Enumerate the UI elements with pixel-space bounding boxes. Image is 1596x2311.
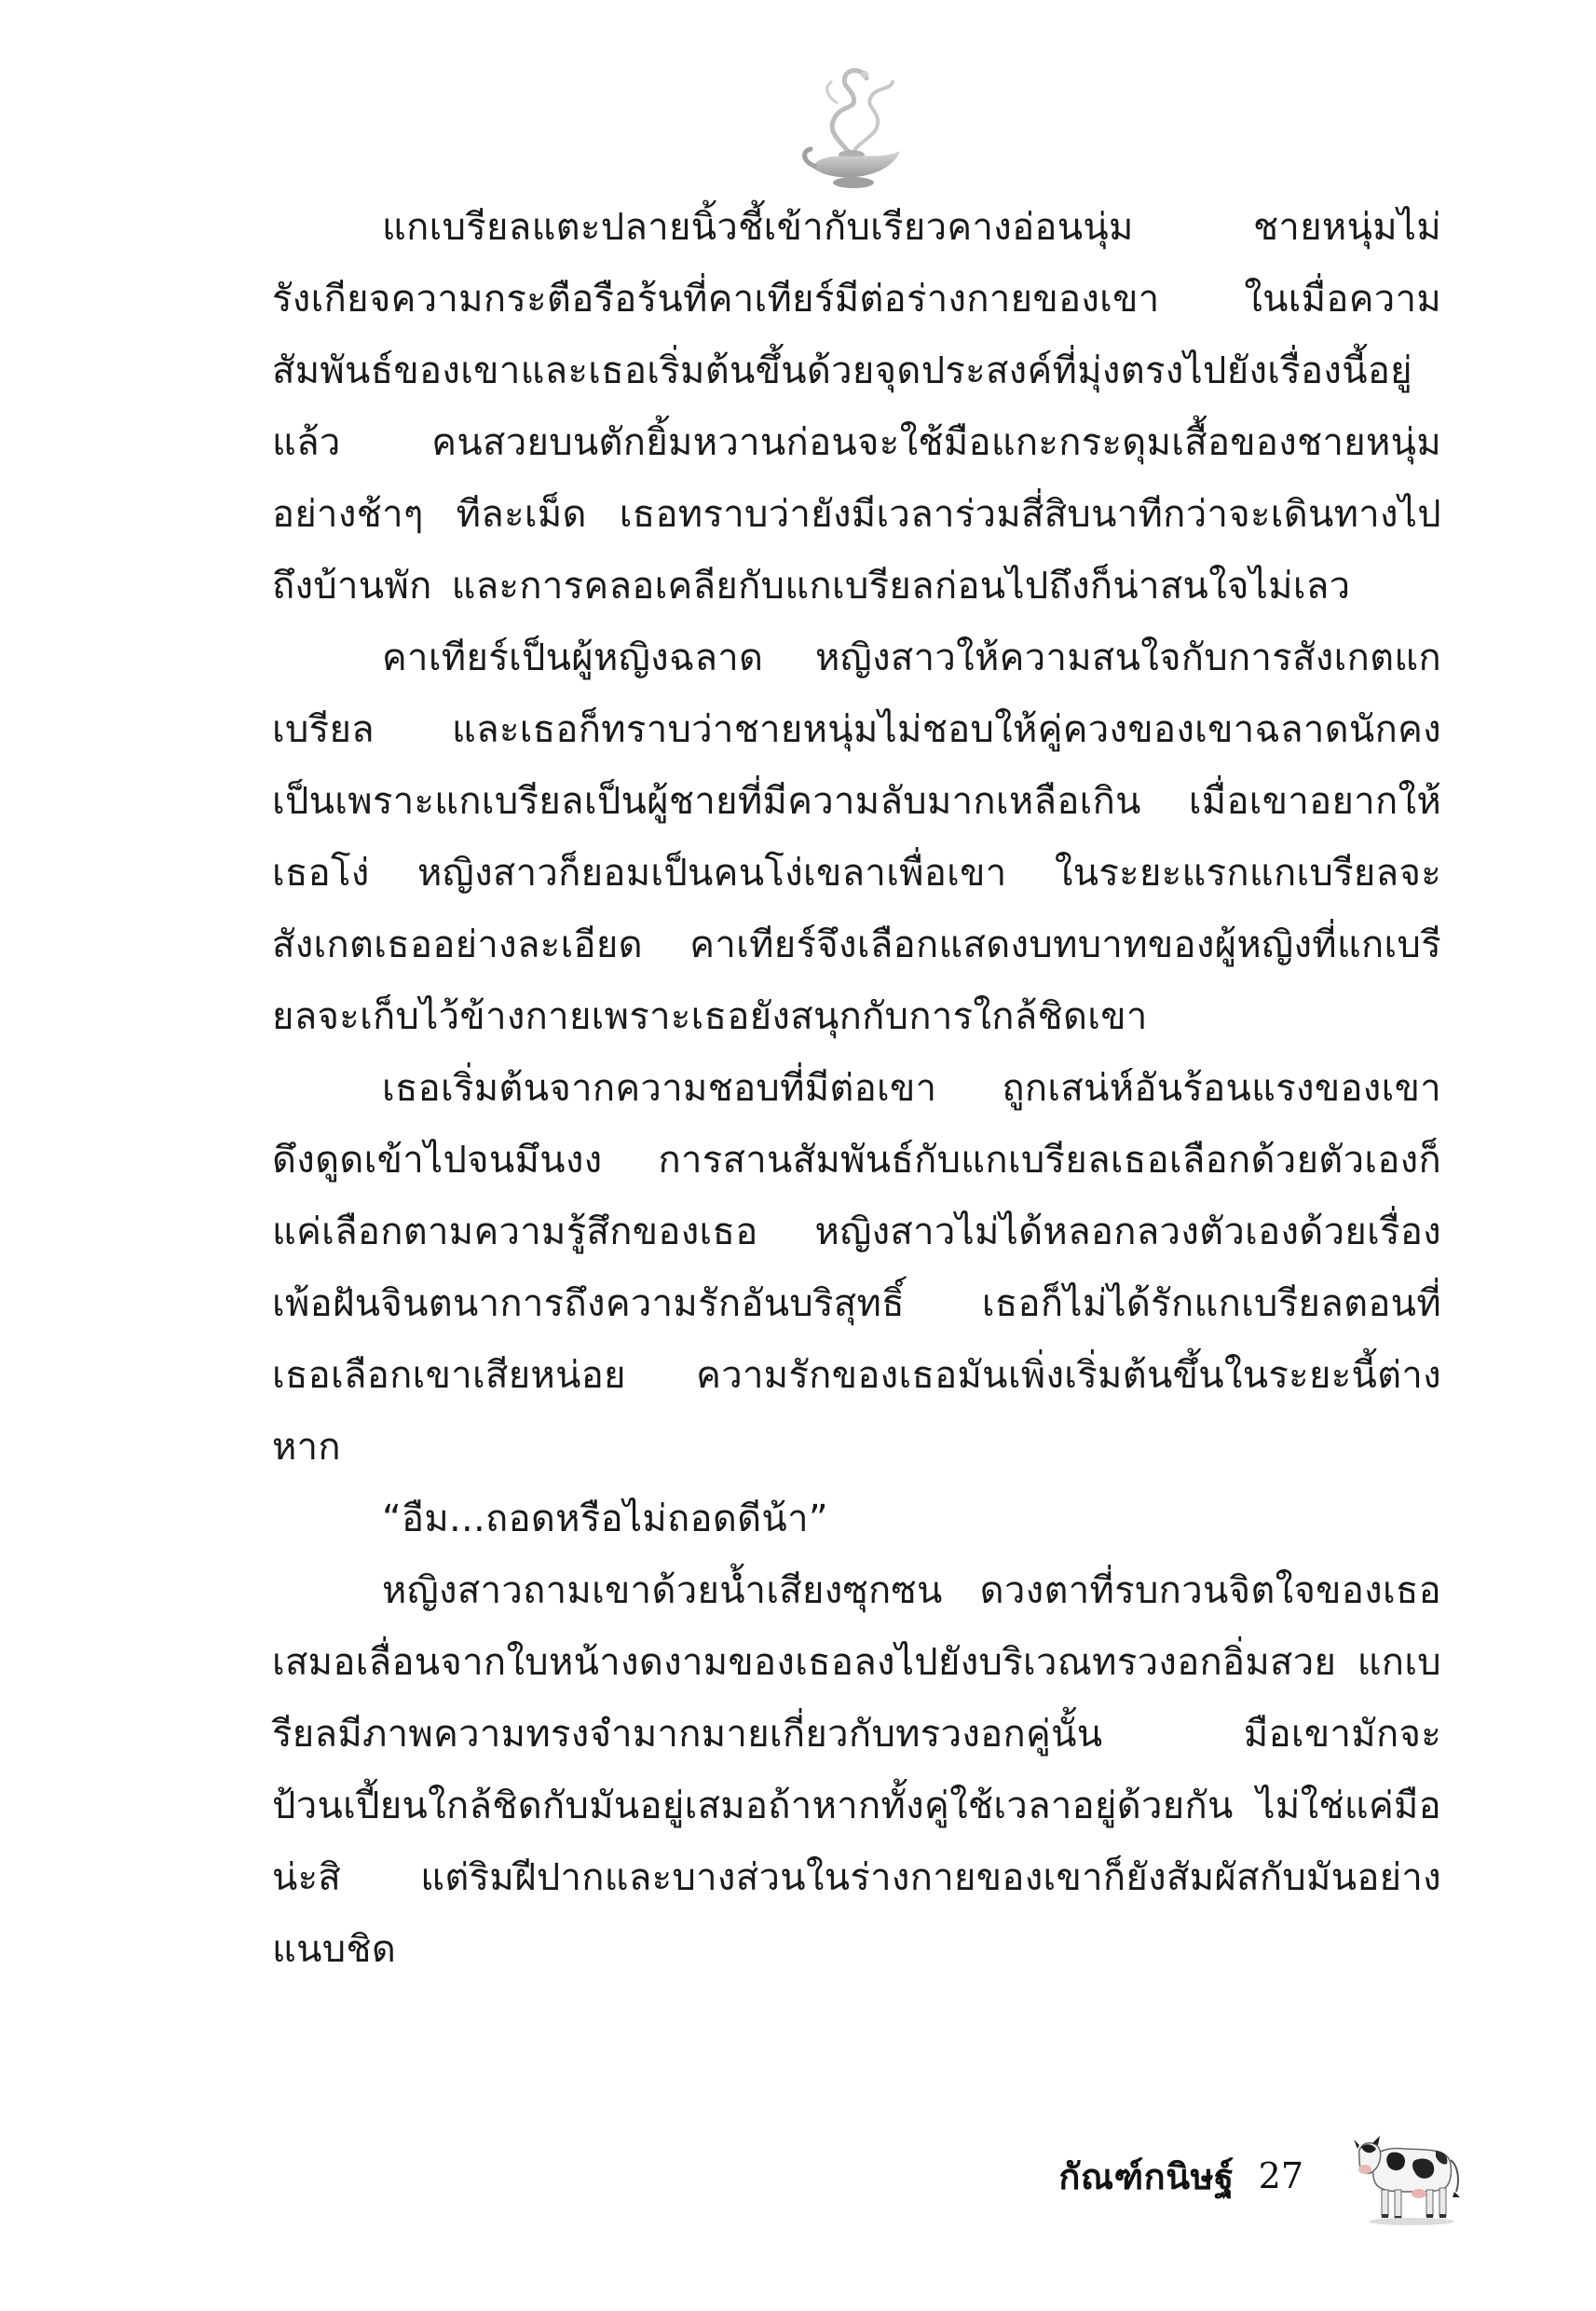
cow-icon [1354, 2125, 1466, 2227]
paragraph-4: “อืม...ถอดหรือไม่ถอดดีน้า” [382, 1497, 828, 1540]
author-name: กัณฑ์กนิษฐ์ [1058, 2155, 1235, 2197]
page-footer [1058, 2115, 1466, 2236]
paragraph-3: เธอเริ่มต้นจากความชอบที่มีต่อเขา ถูกเสน่ห์อันร้อนแรงของเขาดึงดูดเข้าไปจนมึนงง การสานสัมพันธ์กับแกเบรียลเธอเลือกด้วยตัวเองก็แค่เลือกตามความรู้สึกของเธอ หญิงสาวไม่ได้หลอกลวงตัวเองด้วยเรื่องเพ้อฝันจินตนาการถึงความรักอันบริสุทธิ์ เธอก็ไม่ได้รักแกเบรียลตอนที่เธอเลือกเขาเสียหน่อย ความรักของเธอมันเพิ่งเริ่มต้นขึ้นในระยะนี้ต่างหาก [272, 1067, 1441, 1469]
paragraph-2: คาเทียร์เป็นผู้หญิงฉลาด หญิงสาวให้ความสนใจกับการสังเกตแกเบรียล และเธอก็ทราบว่าชายหนุ่มไม่ชอบให้คู่ควงของเขาฉลาดนักคงเป็นเพราะแกเบรียลเป็นผู้ชายที่มีความลับมากเหลือเกิน เมื่อเขาอยากให้เธอโง่ หญิงสาวก็ยอมเป็นคนโง่เขลาเพื่อเขา ในระยะแรกแกเบรียลจะสังเกตเธออย่างละเอียด คาเทียร์จึงเลือกแสดงบทบาทของผู้หญิงที่แกเบรียลจะเก็บไว้ข้างกายเพราะเธอยังสนุกกับการใกล้ชิดเขา [272, 636, 1441, 1038]
body-text [272, 192, 1441, 1986]
paragraph-5: หญิงสาวถามเขาด้วยน้ำเสียงซุกซน ดวงตาที่รบกวนจิตใจของเธอเสมอเลื่อนจากใบหน้างดงามของเธอลงไปยังบริเวณทรวงอกอิ่มสวย แกเบรียลมีภาพความทรงจำมากมายเกี่ยวกับทรวงอกคู่นั้น มือเขามักจะป้วนเปี้ยนใกล้ชิดกับมันอยู่เสมอถ้าหากทั้งคู่ใช้เวลาอยู่ด้วยกัน ไม่ใช่แค่มือน่ะสิ แต่ริมฝีปากและบางส่วนในร่างกายของเขาก็ยังสัมผัสกับมันอย่างแนบชิด [272, 1569, 1441, 1971]
genie-lamp-icon [799, 65, 911, 196]
paragraph-1: แกเบรียลแตะปลายนิ้วชี้เข้ากับเรียวคางอ่อนนุ่ม ชายหนุ่มไม่รังเกียจความกระตือรือร้นที่คาเทียร์มีต่อร่างกายของเขา ในเมื่อความสัมพันธ์ของเขาและเธอเริ่มต้นขึ้นด้วยจุดประสงค์ที่มุ่งตรงไปยังเรื่องนี้อยู่แล้ว คนสวยบนตักยิ้มหวานก่อนจะใช้มือแกะกระดุมเสื้อของชายหนุ่มอย่างช้าๆ ทีละเม็ด เธอทราบว่ายังมีเวลาร่วมสี่สิบนาทีกว่าจะเดินทางไปถึงบ้านพัก และการคลอเคลียกับแกเบรียลก่อนไปถึงก็น่าสนใจไม่เลว [272, 206, 1441, 608]
page-number: 27 [1258, 2155, 1303, 2196]
